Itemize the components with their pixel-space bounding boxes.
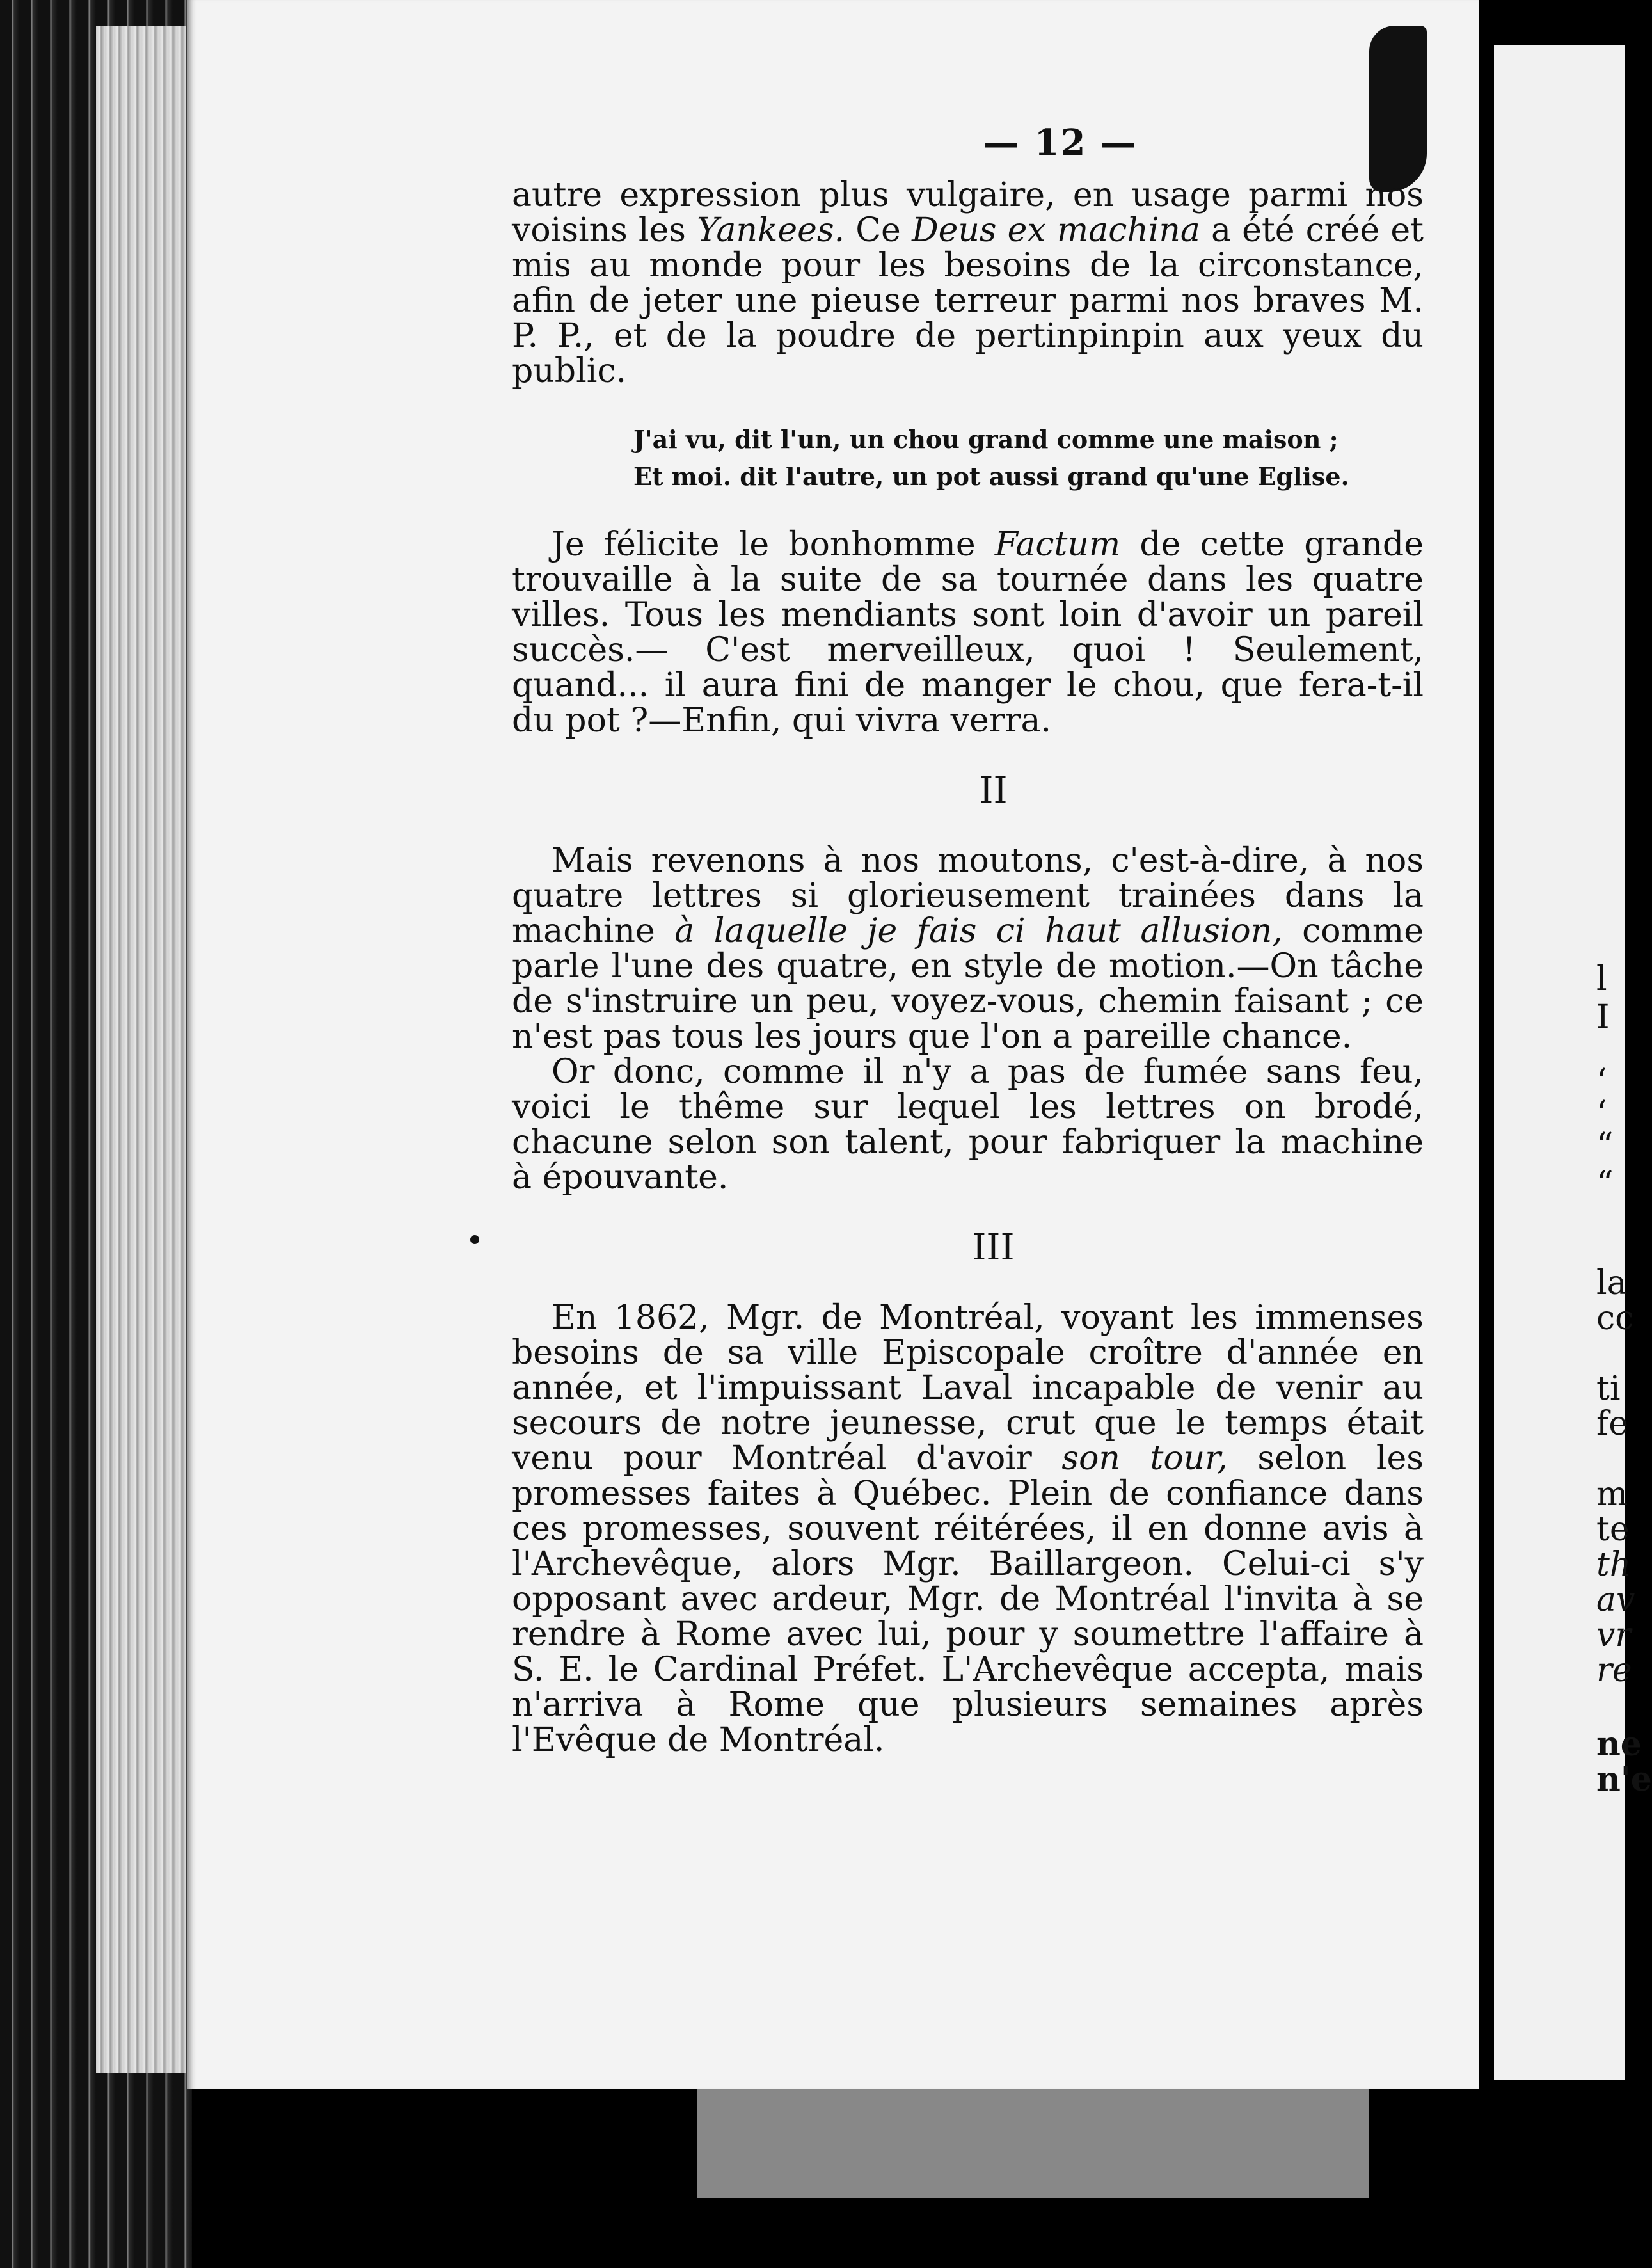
- right-fragment-text: ti: [1596, 1370, 1621, 1408]
- right-fragment-text: m: [1596, 1475, 1628, 1513]
- text-italic: Deus ex machina: [911, 211, 1200, 250]
- section-heading-ii: II: [979, 770, 1008, 811]
- page-stack-edges: [96, 26, 186, 2073]
- text-run: voisins les: [512, 211, 697, 250]
- paragraph-1: [512, 178, 1424, 389]
- quote-line: Et moi. dit l'autre, un pot aussi grand qu'une Eglise.: [633, 462, 1349, 491]
- right-fragment-text: l: [1596, 960, 1607, 998]
- text-run: selon les promesses faites à Québec. Plein de confiance dans ces promesses, souvent réitérées, il en donne avis à l'Archevêque, alors Mgr. Baillargeon. Celui-ci s'y opposant avec ardeur, Mgr. de Montréal l'invita à se rendre à Rome avec lui, pour y soumettre l'affaire à S. E. le Cardinal Préfet. L'Archevêque accepta, mais n'arriva à Rome que plusieurs semaines après l'Evêque de Montréal.: [512, 1439, 1424, 1759]
- verse-quote: [633, 421, 1424, 495]
- right-fragment-text: la: [1596, 1264, 1627, 1302]
- right-fragment-text: re: [1596, 1651, 1632, 1689]
- text-run: de cette grande trouvaille à la suite de sa tournée dans les quatre villes. Tous les mendiants sont loin d'avoir un pareil succès.— C'est merveilleux, quoi ! Seulement, quand... il aura fini de manger le chou, que fera-t-il du pot ?—Enfin, qui vivra verra.: [512, 525, 1424, 740]
- text-run: a été créé et mis au monde pour les besoins de la circonstance, afin de jeter une pieuse terreur parmi nos braves M. P. P., et de la poudre de pertinpinpin aux yeux du public.: [512, 211, 1424, 390]
- speck: [470, 1235, 479, 1244]
- right-fragment-text: “: [1596, 1126, 1614, 1165]
- text-italic: à laquelle je fais ci haut allusion,: [674, 912, 1283, 950]
- text-run: Ce: [845, 211, 912, 250]
- page-bottom-strip: [697, 2089, 1369, 2198]
- text-column: [512, 122, 1424, 1758]
- quote-line: J'ai vu, dit l'un, un chou grand comme une maison ;: [633, 425, 1338, 454]
- text-run: Mais revenons à nos moutons, c'est-à-dire, à nos quatre lettres si glorieusement trainées dans la machine: [512, 842, 1424, 950]
- text-italic: son tour,: [1061, 1439, 1228, 1478]
- paragraph-3: [512, 843, 1424, 1055]
- text-run: Je félicite le bonhomme: [552, 525, 995, 564]
- right-fragment-text: ne: [1596, 1725, 1642, 1764]
- section-heading-iii: III: [972, 1227, 1015, 1268]
- right-fragment-text: ‘: [1596, 1062, 1607, 1101]
- right-fragment-text: cc: [1596, 1299, 1634, 1338]
- text-run: comme parle l'une des quatre, en style de motion.—On tâche de s'instruire un peu, voyez-vous, chemin faisant ; ce n'est pas tous les jours que l'on a pareille chance.: [512, 912, 1424, 1056]
- text-italic: Yankees.: [697, 211, 845, 250]
- page-number: — 12 —: [983, 122, 1138, 164]
- right-fragment-text: av: [1596, 1581, 1635, 1619]
- right-fragment-text: “: [1596, 1165, 1614, 1203]
- text-run: En 1862, Mgr. de Montréal, voyant les immenses besoins de sa ville Episcopale croître d'année en année, et l'impuissant Laval incapable de venir au secours de notre jeunesse, crut que le temps était venu pour Montréal d'avoir: [512, 1298, 1424, 1478]
- right-fragment-text: th: [1596, 1545, 1632, 1584]
- paragraph-4: Or donc, comme il n'y a pas de fumée sans feu, voici le thême sur lequel les lettres on brodé, chacune selon son talent, pour fabriquer la machine à épouvante.: [512, 1053, 1424, 1197]
- text-italic: Factum: [994, 525, 1121, 564]
- right-fragment-text: vr: [1596, 1616, 1632, 1654]
- paragraph-5: [512, 1300, 1424, 1758]
- right-fragment-text: ‘: [1596, 1094, 1607, 1133]
- paragraph-2: [512, 527, 1424, 739]
- right-fragment-text: te: [1596, 1510, 1630, 1549]
- right-fragment-text: n'e: [1596, 1760, 1652, 1799]
- right-fragment-text: I: [1596, 998, 1610, 1037]
- text-run: autre expression plus vulgaire, en usage parmi nos: [512, 176, 1424, 214]
- right-fragment-text: fe: [1596, 1405, 1629, 1443]
